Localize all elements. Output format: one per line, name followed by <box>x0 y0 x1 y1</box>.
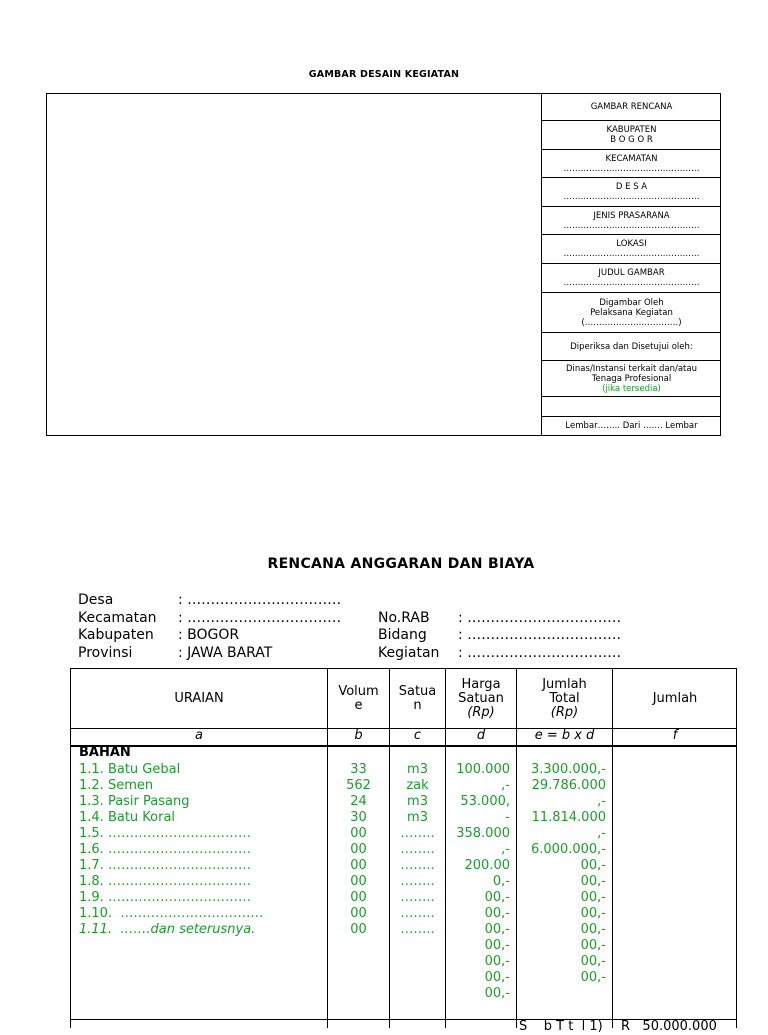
tb-digambar <box>542 293 721 333</box>
tb-judul-gambar <box>542 264 721 293</box>
th-jtotal-line1: Jumlah <box>542 676 587 692</box>
col-label-e: e = b x d <box>534 728 595 743</box>
uraian-last-item: 1.11. …….dan seterusnya. <box>79 922 256 937</box>
tb-digambar-line3: (……………………………) <box>581 317 682 328</box>
jumlah-total-list: 3.300.000,- 29.786.000 ,- 11.814.000 ,- 6.000.000,- 00,- 00,- 00,- 00,- 00,- 00,- 00,- 00,- <box>531 762 606 985</box>
uraian-list: 1.1. Batu Gebal 1.2. Semen 1.3. Pasir Pasang 1.4. Batu Koral 1.5. …………………………… 1.6. …………………………… 1.7. …………………………… 1.8. …………………………… 1.9. …………………………… 1.10. …………………………… <box>79 762 264 921</box>
th-satuan-line2: n <box>413 697 422 713</box>
tb-lembar <box>542 417 721 435</box>
meta-kegiatan-label: Kegiatan <box>378 645 440 661</box>
tb-lembar-label: Lembar…….. Dari ……. Lembar <box>565 421 698 431</box>
gambar-title: GAMBAR DESAIN KEGIATAN <box>308 69 460 80</box>
meta-desa-label: Desa <box>78 592 114 608</box>
title-block <box>541 93 721 436</box>
th-jumlah-label: Jumlah <box>652 690 698 706</box>
tb-dinas-line1: Dinas/Instansi terkait dan/atau <box>566 363 697 374</box>
tb-dinas <box>542 361 721 397</box>
th-jumlah <box>613 669 737 728</box>
meta-desa <box>78 591 113 609</box>
tb-desa-dots: ………………………………………… <box>563 192 700 202</box>
tb-kabupaten-label: KABUPATEN <box>606 125 657 135</box>
tb-gambar-rencana <box>542 93 721 121</box>
meta-provinsi-label: Provinsi <box>78 645 133 661</box>
subtotal-value: R 50.000.000 <box>621 1019 717 1034</box>
th-harga-line1: Harga <box>461 676 501 692</box>
tb-desa-label: D E S A <box>615 182 648 192</box>
th-satuan <box>390 669 445 728</box>
tb-lokasi <box>542 235 721 264</box>
meta-norab-value: : …………………………… <box>458 610 622 626</box>
tb-jenis-dots: ………………………………………… <box>563 220 700 231</box>
col-label-d: d <box>476 728 486 743</box>
tb-kecamatan-label: KECAMATAN <box>605 153 658 164</box>
meta-norab-label: No.RAB <box>378 610 430 626</box>
th-harga-line3: (Rp) <box>467 704 495 720</box>
meta-kabupaten-value: : BOGOR <box>178 627 240 643</box>
tb-dinas-line2: Tenaga Profesional <box>591 373 672 384</box>
th-volume-line1: Volum <box>338 683 379 699</box>
tb-judul-dots: ………………………………………… <box>563 278 700 288</box>
tb-digambar-line1: Digambar Oleh <box>599 297 664 308</box>
th-uraian-label: URAIAN <box>174 690 224 706</box>
th-volume <box>328 669 389 728</box>
tb-kabupaten <box>542 121 721 150</box>
tb-lokasi-label: LOKASI <box>616 239 647 249</box>
meta-kecamatan-value: : …………………………… <box>178 610 342 626</box>
th-harga-satuan <box>446 669 516 728</box>
satuan-list: m3 zak m3 m3 …….. …….. …….. …….. …….. …….. …….. <box>400 762 435 937</box>
meta-desa-value: : …………………………… <box>178 592 342 608</box>
tb-kecamatan-dots: ………………………………………… <box>563 163 700 174</box>
col-label-a: a <box>195 728 203 743</box>
rab-title: RENCANA ANGGARAN DAN BIAYA <box>267 556 535 572</box>
meta-kabupaten-label: Kabupaten <box>78 627 154 643</box>
rab-table <box>70 668 737 1034</box>
tb-blank-cell <box>542 397 721 417</box>
harga-list: 100.000 ,- 53.000, - 358.000 ,- 200.00 0,- 00,- 00,- 00,- 00,- 00,- 00,- 00,- <box>456 762 510 1001</box>
th-harga-line2: Satuan <box>458 690 504 706</box>
col-label-b: b <box>354 728 363 743</box>
tb-jenis-label: JENIS PRASARANA <box>593 210 670 221</box>
tb-kecamatan <box>542 150 721 178</box>
th-uraian <box>71 669 327 728</box>
tb-dinas-line3: (jika tersedia) <box>602 383 661 394</box>
tb-desa <box>542 178 721 207</box>
tb-digambar-line2: Pelaksana Kegiatan <box>590 307 673 318</box>
subtotal-label: S b T t l 1) <box>519 1019 603 1034</box>
meta-bidang-label: Bidang <box>378 627 427 643</box>
th-jtotal-line3: (Rp) <box>550 704 579 720</box>
tb-gambar-rencana-label: GAMBAR RENCANA <box>590 101 673 112</box>
section-bahan: BAHAN <box>79 745 131 760</box>
th-volume-line2: e <box>354 697 363 713</box>
th-jumlah-total <box>517 669 612 728</box>
meta-bidang-value: : …………………………… <box>458 627 622 643</box>
col-label-c: c <box>413 728 422 743</box>
tb-kabupaten-value: B O G O R <box>610 135 653 145</box>
th-satuan-line1: Satua <box>398 683 437 699</box>
tb-diperiksa <box>542 333 721 361</box>
meta-provinsi-value: : JAWA BARAT <box>178 645 273 661</box>
label-divider <box>71 745 736 747</box>
meta-kegiatan-value: : …………………………… <box>458 645 622 661</box>
tb-jenis-prasarana <box>542 207 721 235</box>
tb-lokasi-dots: ………………………………………… <box>563 249 700 259</box>
th-jtotal-line2: Total <box>549 690 580 706</box>
col-label-f: f <box>672 728 678 743</box>
tb-judul-label: JUDUL GAMBAR <box>598 268 665 278</box>
tb-diperiksa-label: Diperiksa dan Disetujui oleh: <box>570 341 693 352</box>
meta-kecamatan-label: Kecamatan <box>78 610 157 626</box>
volume-list: 33 562 24 30 00 00 00 00 00 00 00 <box>346 762 371 937</box>
